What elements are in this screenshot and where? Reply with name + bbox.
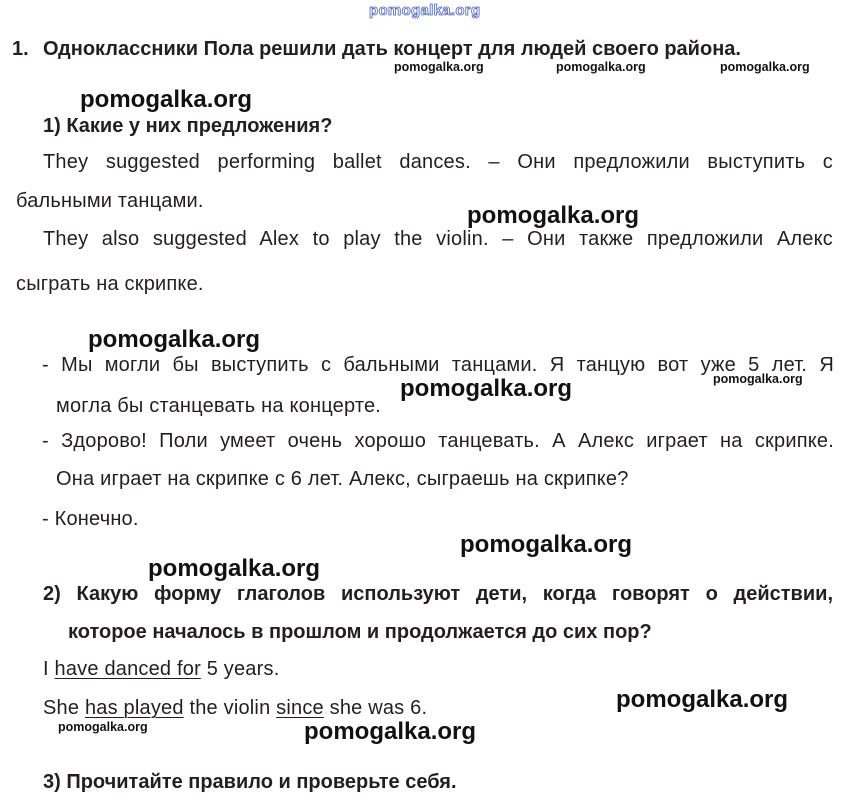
watermark-small: pomogalka.org [394,60,484,74]
exercise-title: Одноклассники Пола решили дать концерт для людей своего района. [43,38,741,60]
watermark-large: pomogalka.org [88,326,261,353]
example-1-text: 5 years. [200,658,280,680]
example-2-text: She [43,697,85,719]
watermark-top: pomogalka.org [369,2,481,19]
section-2-heading-line-1: 2) Какую форму глаголов используют дети, когда говорят о действии, [43,583,833,605]
watermark-large: pomogalka.org [148,555,321,582]
section-3-heading: 3) Прочитайте правило и проверьте себя. [43,771,457,793]
watermark-large: pomogalka.org [460,531,633,558]
watermark-large: pomogalka.org [400,375,573,402]
dialogue-line-3: - Здорово! Поли умеет очень хорошо танцевать. А Алекс играет на скрипке. [42,430,834,452]
watermark-small: pomogalka.org [713,372,803,386]
example-1 [43,658,279,681]
watermark-large: pomogalka.org [467,202,640,229]
example-1-text: I [43,658,55,680]
watermark-small: pomogalka.org [58,720,148,734]
watermark-large: pomogalka.org [80,86,253,113]
example-2-underlined: since [276,697,324,719]
example-2-underlined: has played [84,697,184,719]
dialogue-line-4: Она играет на скрипке с 6 лет. Алекс, сыграешь на скрипке? [56,468,629,490]
exercise-number: 1. [12,38,29,60]
section-2-heading-line-2: которое началось в прошлом и продолжается до сих пор? [68,621,652,643]
section-1-line-1: They suggested performing ballet dances. – Они предложили выступить с [43,151,833,173]
watermark-large: pomogalka.org [304,718,477,745]
watermark-large: pomogalka.org [616,686,789,713]
section-1-line-4: сыграть на скрипке. [16,273,204,295]
example-2-text: the violin [183,697,277,719]
dialogue-line-1: - Мы могли бы выступить с бальными танцами. Я танцую вот уже 5 лет. Я [42,354,834,376]
example-2-text: she was 6. [323,697,428,719]
dialogue-line-2: могла бы станцевать на концерте. [56,395,382,417]
watermark-small: pomogalka.org [720,60,810,74]
watermark-small: pomogalka.org [556,60,646,74]
example-2 [43,697,427,720]
section-1-line-3: They also suggested Alex to play the violin. – Они также предложили Алекс [43,228,833,250]
example-1-underlined: have danced for [54,658,201,680]
section-1-heading: 1) Какие у них предложения? [43,115,333,137]
section-1-line-2: бальными танцами. [16,190,204,212]
dialogue-line-5: - Конечно. [42,508,139,530]
